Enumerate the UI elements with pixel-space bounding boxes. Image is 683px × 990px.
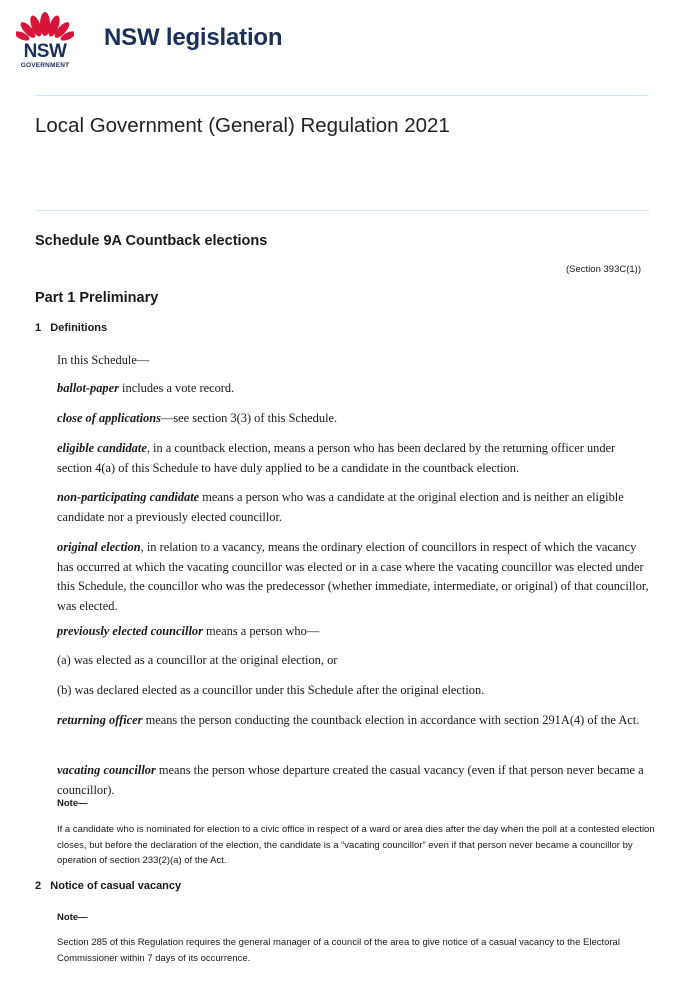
- schedule-heading: Schedule 9A Countback elections: [35, 233, 268, 249]
- note-text: Section 285 of this Regulation requires the general manager of a council of the area to give notice of a casual vacancy to the Electoral Commissioner within 7 days of its occurrence.: [57, 937, 620, 964]
- definition-term: eligible candidate: [57, 441, 147, 455]
- note-heading: Note—: [57, 912, 88, 923]
- section-1-heading: [35, 322, 107, 334]
- definition-text: means a person who was a candidate at the original election and is neither an eligible candidate nor a previously elected councillor.: [57, 490, 624, 524]
- logo-subtitle: GOVERNMENT: [20, 62, 70, 69]
- definition-term: non-participating candidate: [57, 490, 200, 504]
- definition-text: , in a countback election, means a person who has been declared by the returning officer under section 4(a) of this Schedule to have duly applied to be a candidate in the countback election.: [57, 441, 616, 475]
- divider-top: [35, 95, 649, 96]
- definition-text: includes a vote record.: [118, 381, 235, 395]
- definition-ballot-paper: [57, 379, 653, 399]
- site-header: [16, 8, 656, 74]
- site-title[interactable]: NSW legislation: [104, 24, 283, 51]
- sub-item-b: (b) was declared elected as a councillor under this Schedule after the original election.: [57, 683, 485, 697]
- section-number: 2: [35, 880, 42, 892]
- waratah-icon: [16, 8, 74, 44]
- nsw-government-logo[interactable]: [16, 8, 74, 72]
- intro-text: In this Schedule—: [57, 353, 150, 367]
- document-title: Local Government (General) Regulation 2021: [35, 114, 450, 137]
- definition-text: means a person who—: [202, 624, 320, 638]
- definition-term: previously elected councillor: [57, 624, 203, 638]
- definition-non-participating-candidate: [57, 488, 653, 527]
- definition-text: , in relation to a vacancy, means the ordinary election of councillors in respect of which the vacancy has occurred at which the vacating councillor was elected or in a case where the vacating councillor was elected under this Schedule, the councillor who was the predecessor (whether immediate, intermediate, or original) of that councillor, was elected.: [57, 540, 649, 613]
- definition-previously-elected-councillor: [57, 622, 653, 642]
- logo-wordmark: NSW: [23, 41, 67, 62]
- section-reference: (Section 393C(1)): [566, 264, 641, 275]
- section-2-heading: [35, 880, 181, 892]
- definition-term: vacating councillor: [57, 763, 156, 777]
- definition-text: means the person conducting the countback election in accordance with section 291A(4) of the Act.: [142, 713, 640, 727]
- definition-text: means the person whose departure created the casual vacancy (even if that person never became a councillor).: [57, 763, 644, 797]
- definition-term: original election: [57, 540, 141, 554]
- divider-middle: [35, 210, 649, 211]
- definition-term: ballot-paper: [57, 381, 119, 395]
- section-title: Definitions: [50, 322, 108, 334]
- section-number: 1: [35, 322, 42, 334]
- note-text: If a candidate who is nominated for election to a civic office in respect of a ward or area dies after the day when the poll at a contested election closes, but before the declaration of the election, the candidate is a “vacating councillor” even if that person never became a councillor by operation of section 233(2)(a) of the Act.: [57, 824, 655, 866]
- definition-close-of-applications: [57, 409, 653, 429]
- definition-vacating-councillor: [57, 761, 653, 800]
- sub-item-a: (a) was elected as a councillor at the original election, or: [57, 653, 338, 667]
- section-title: Notice of casual vacancy: [50, 880, 182, 892]
- definition-term: close of applications: [57, 411, 161, 425]
- definition-original-election: [57, 538, 653, 616]
- definition-term: returning officer: [57, 713, 143, 727]
- definition-returning-officer: [57, 711, 653, 731]
- definition-text: —see section 3(3) of this Schedule.: [160, 411, 338, 425]
- part-heading: Part 1 Preliminary: [35, 290, 159, 306]
- note-heading: Note—: [57, 798, 88, 809]
- definition-eligible-candidate: [57, 439, 653, 478]
